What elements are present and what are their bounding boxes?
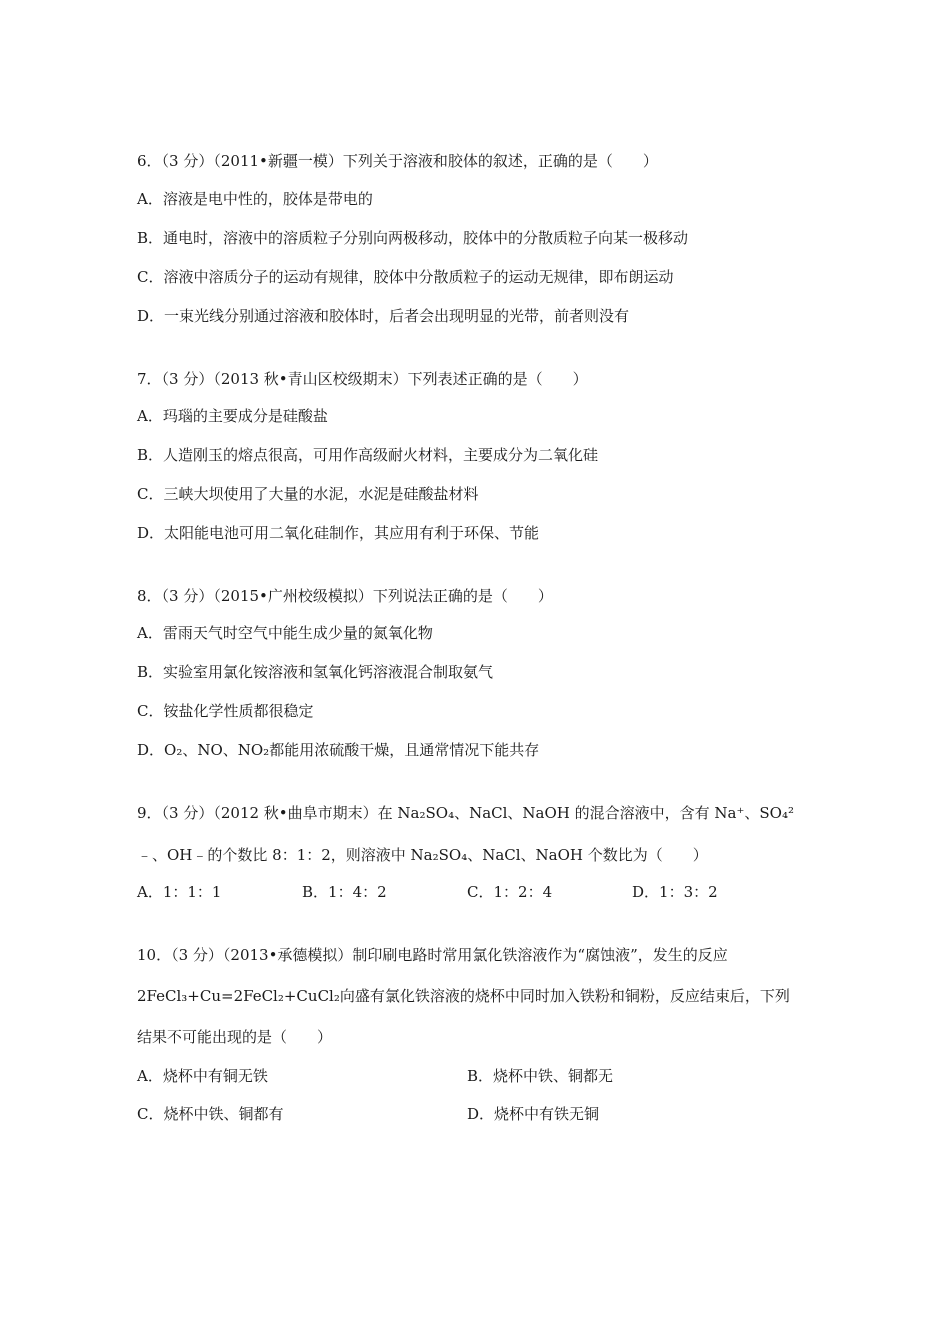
question-10-stem-line-1: 10．（3 分）（2013•承德模拟）制印刷电路时常用氯化铁溶液作为“腐蚀液”，发生的反应: [137, 946, 728, 964]
question-7-option-c: C．三峡大坝使用了大量的水泥，水泥是硅酸盐材料: [137, 485, 479, 503]
question-9-option-c: C．1：2：4: [467, 883, 553, 901]
question-9-option-b: B．1：4：2: [302, 883, 387, 901]
question-10-option-c: C．烧杯中铁、铜都有: [137, 1105, 284, 1123]
question-10-stem-line-3: 结果不可能出现的是（ ）: [137, 1028, 333, 1046]
question-9-stem-line-1: 9．（3 分）（2012 秋•曲阜市期末）在 Na₂SO₄、NaCl、NaOH 的混合溶液中，含有 Na⁺、SO₄²: [137, 804, 794, 822]
question-6-stem: 6．（3 分）（2011•新疆一模）下列关于溶液和胶体的叙述，正确的是（ ）: [137, 152, 658, 170]
question-6-option-a: A．溶液是电中性的，胶体是带电的: [137, 190, 373, 208]
question-7-stem: 7．（3 分）（2013 秋•青山区校级期末）下列表述正确的是（ ）: [137, 370, 588, 388]
question-9-option-d: D．1：3：2: [632, 883, 718, 901]
question-8-option-b: B．实验室用氯化铵溶液和氢氧化钙溶液混合制取氨气: [137, 663, 494, 681]
question-6-option-b: B．通电时，溶液中的溶质粒子分别向两极移动，胶体中的分散质粒子向某一极移动: [137, 229, 689, 247]
question-7-option-b: B．人造刚玉的熔点很高，可用作高级耐火材料，主要成分为二氧化硅: [137, 446, 599, 464]
question-10-option-b: B．烧杯中铁、铜都无: [467, 1067, 614, 1085]
question-9-option-a: A．1：1：1: [137, 883, 222, 901]
question-6-option-d: D．一束光线分别通过溶液和胶体时，后者会出现明显的光带，前者则没有: [137, 307, 630, 325]
question-7-option-a: A．玛瑙的主要成分是硅酸盐: [137, 407, 328, 425]
question-6-option-c: C．溶液中溶质分子的运动有规律，胶体中分散质粒子的运动无规律，即布朗运动: [137, 268, 674, 286]
question-8-option-d: D．O₂、NO、NO₂都能用浓硫酸干燥，且通常情况下能共存: [137, 741, 540, 759]
question-10-option-a: A．烧杯中有铜无铁: [137, 1067, 268, 1085]
question-8-option-a: A．雷雨天气时空气中能生成少量的氮氧化物: [137, 624, 433, 642]
question-7-option-d: D．太阳能电池可用二氧化硅制作，其应用有利于环保、节能: [137, 524, 540, 542]
question-10-option-d: D．烧杯中有铁无铜: [467, 1105, 600, 1123]
question-10-stem-line-2: 2FeCl₃+Cu=2FeCl₂+CuCl₂向盛有氯化铁溶液的烧杯中同时加入铁粉和铜粉，反应结束后，下列: [137, 987, 790, 1005]
question-9-stem-line-2: ﹣、OH﹣的个数比 8：1：2，则溶液中 Na₂SO₄、NaCl、NaOH 个数比为（ ）: [137, 846, 708, 864]
question-8-stem: 8．（3 分）（2015•广州校级模拟）下列说法正确的是（ ）: [137, 587, 553, 605]
question-8-option-c: C．铵盐化学性质都很稳定: [137, 702, 314, 720]
